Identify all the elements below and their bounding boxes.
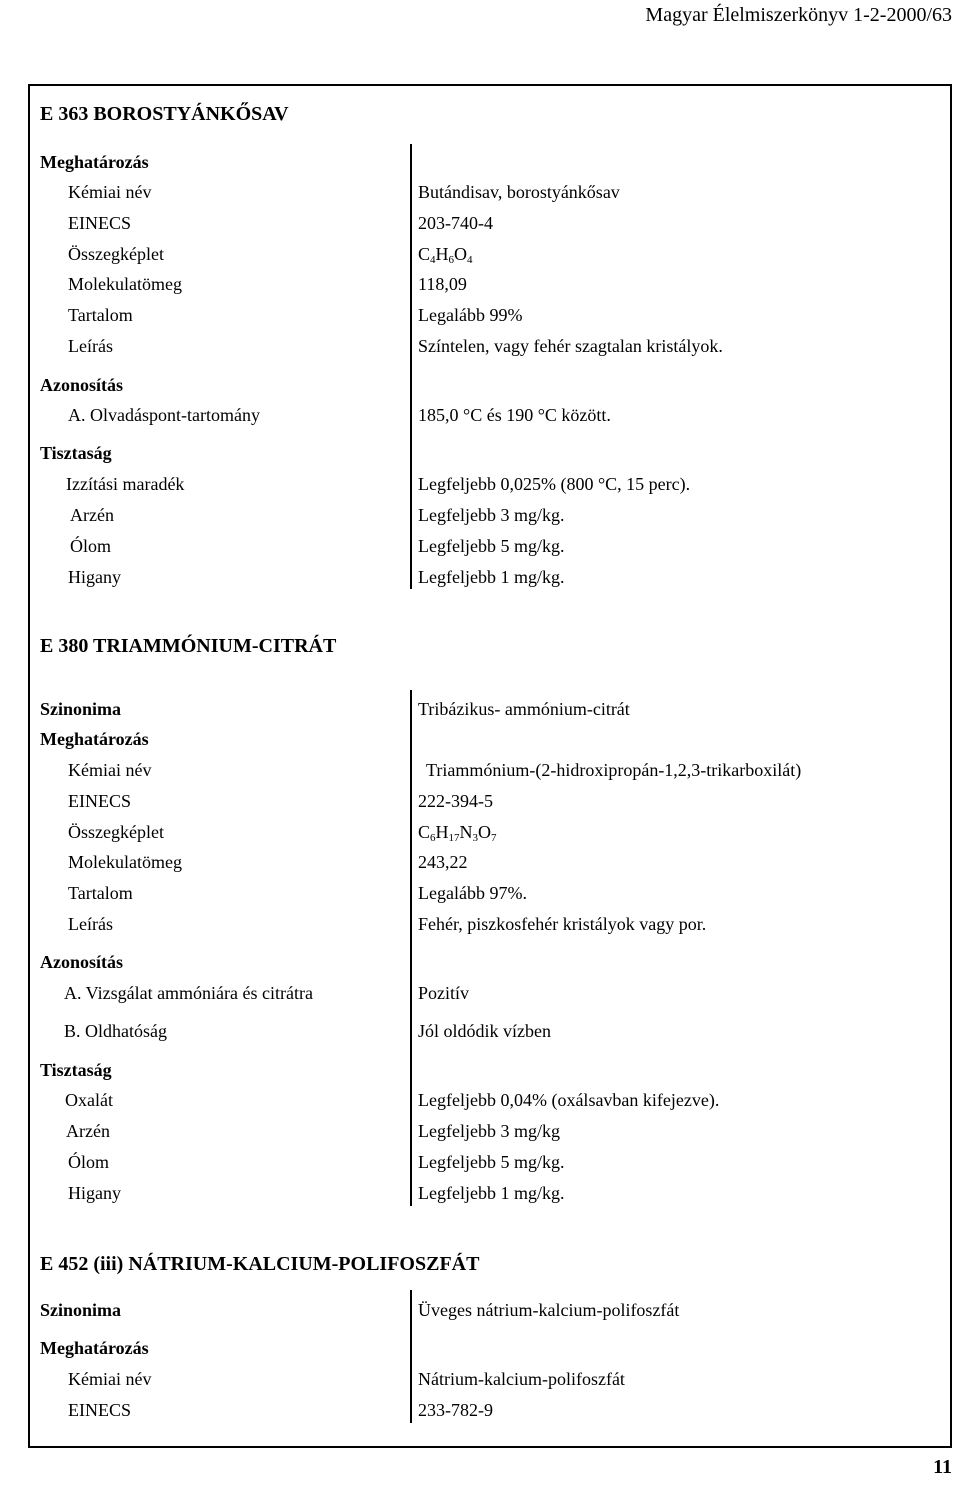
oxalate-label: Oxalát bbox=[65, 1090, 113, 1110]
description-value: Színtelen, vagy fehér szagtalan kristályok. bbox=[418, 336, 723, 356]
arsenic-label: Arzén bbox=[70, 505, 114, 525]
definition-heading: Meghatározás bbox=[40, 1338, 149, 1358]
solubility-label: B. Oldhatóság bbox=[64, 1021, 167, 1041]
einecs-value: 203-740-4 bbox=[418, 213, 493, 233]
mercury-value: Legfeljebb 1 mg/kg. bbox=[418, 1183, 565, 1203]
description-label: Leírás bbox=[68, 914, 113, 934]
arsenic-label: Arzén bbox=[66, 1121, 110, 1141]
ammonia-citrate-test-value: Pozitív bbox=[418, 983, 470, 1003]
mercury-value: Legfeljebb 1 mg/kg. bbox=[418, 567, 565, 587]
content-label: Tartalom bbox=[68, 883, 133, 903]
section-title-e380: E 380 TRIAMMÓNIUM-CITRÁT bbox=[40, 635, 337, 657]
einecs-value: 222-394-5 bbox=[418, 791, 493, 811]
ammonia-citrate-test-label: A. Vizsgálat ammóniára és citrátra bbox=[64, 983, 313, 1003]
mercury-label: Higany bbox=[68, 567, 121, 587]
lead-label: Ólom bbox=[68, 1152, 110, 1172]
page-header: Magyar Élelmiszerkönyv 1-2-2000/63 bbox=[645, 4, 952, 26]
ignition-residue-value: Legfeljebb 0,025% (800 °C, 15 perc). bbox=[418, 474, 691, 494]
section-title-e363: E 363 BOROSTYÁNKŐSAV bbox=[40, 103, 289, 125]
melting-range-value: 185,0 °C és 190 °C között. bbox=[418, 405, 611, 425]
oxalate-value: Legfeljebb 0,04% (oxálsavban kifejezve). bbox=[418, 1090, 720, 1110]
solubility-value: Jól oldódik vízben bbox=[418, 1021, 551, 1041]
einecs-label: EINECS bbox=[68, 791, 131, 811]
column-divider bbox=[410, 1290, 412, 1423]
formula-value: $C_6H_{17}N_3O_7$ bbox=[418, 822, 497, 844]
melting-range-label: A. Olvadáspont-tartomány bbox=[68, 405, 260, 425]
synonym-label: Szinonima bbox=[40, 1300, 122, 1320]
arsenic-value: Legfeljebb 3 mg/kg. bbox=[418, 505, 565, 525]
molecular-weight-value: 243,22 bbox=[418, 852, 468, 872]
chemical-name-value: Nátrium-kalcium-polifoszfát bbox=[418, 1369, 625, 1389]
molecular-weight-value: 118,09 bbox=[418, 274, 467, 294]
page-number: 11 bbox=[933, 1456, 952, 1478]
molecular-weight-label: Molekulatömeg bbox=[68, 852, 182, 872]
lead-value: Legfeljebb 5 mg/kg. bbox=[418, 536, 565, 556]
description-label: Leírás bbox=[68, 336, 113, 356]
definition-heading: Meghatározás bbox=[40, 729, 149, 749]
einecs-label: EINECS bbox=[68, 213, 131, 233]
content-value: Legalább 97%. bbox=[418, 883, 527, 903]
formula-label: Összegképlet bbox=[68, 244, 164, 264]
einecs-label: EINECS bbox=[68, 1400, 131, 1420]
synonym-value: Tribázikus- ammónium-citrát bbox=[418, 699, 630, 719]
column-divider bbox=[410, 144, 412, 589]
identification-heading: Azonosítás bbox=[40, 952, 124, 972]
chemical-name-value: Triammónium-(2-hidroxipropán-1,2,3-trikarboxilát) bbox=[426, 760, 802, 780]
section-title-e452: E 452 (iii) NÁTRIUM-KALCIUM-POLIFOSZFÁT bbox=[40, 1253, 480, 1275]
molecular-weight-label: Molekulatömeg bbox=[68, 274, 182, 294]
chemical-name-label: Kémiai név bbox=[68, 760, 152, 780]
chemical-name-label: Kémiai név bbox=[68, 182, 152, 202]
lead-value: Legfeljebb 5 mg/kg. bbox=[418, 1152, 565, 1172]
content-label: Tartalom bbox=[68, 305, 133, 325]
definition-heading: Meghatározás bbox=[40, 152, 149, 172]
mercury-label: Higany bbox=[68, 1183, 121, 1203]
chemical-name-value: Butándisav, borostyánkősav bbox=[418, 182, 620, 202]
lead-label: Ólom bbox=[70, 536, 112, 556]
description-value: Fehér, piszkosfehér kristályok vagy por. bbox=[418, 914, 707, 934]
einecs-value: 233-782-9 bbox=[418, 1400, 493, 1420]
purity-heading: Tisztaság bbox=[40, 443, 112, 463]
content-value: Legalább 99% bbox=[418, 305, 523, 325]
purity-heading: Tisztaság bbox=[40, 1060, 112, 1080]
formula-label: Összegképlet bbox=[68, 822, 164, 842]
ignition-residue-label: Izzítási maradék bbox=[66, 474, 185, 494]
column-divider bbox=[410, 690, 412, 1206]
arsenic-value: Legfeljebb 3 mg/kg bbox=[418, 1121, 560, 1141]
formula-value: $C_4H_6O_4$ bbox=[418, 244, 473, 266]
synonym-label: Szinonima bbox=[40, 699, 122, 719]
synonym-value: Üveges nátrium-kalcium-polifoszfát bbox=[418, 1300, 680, 1320]
identification-heading: Azonosítás bbox=[40, 375, 124, 395]
chemical-name-label: Kémiai név bbox=[68, 1369, 152, 1389]
